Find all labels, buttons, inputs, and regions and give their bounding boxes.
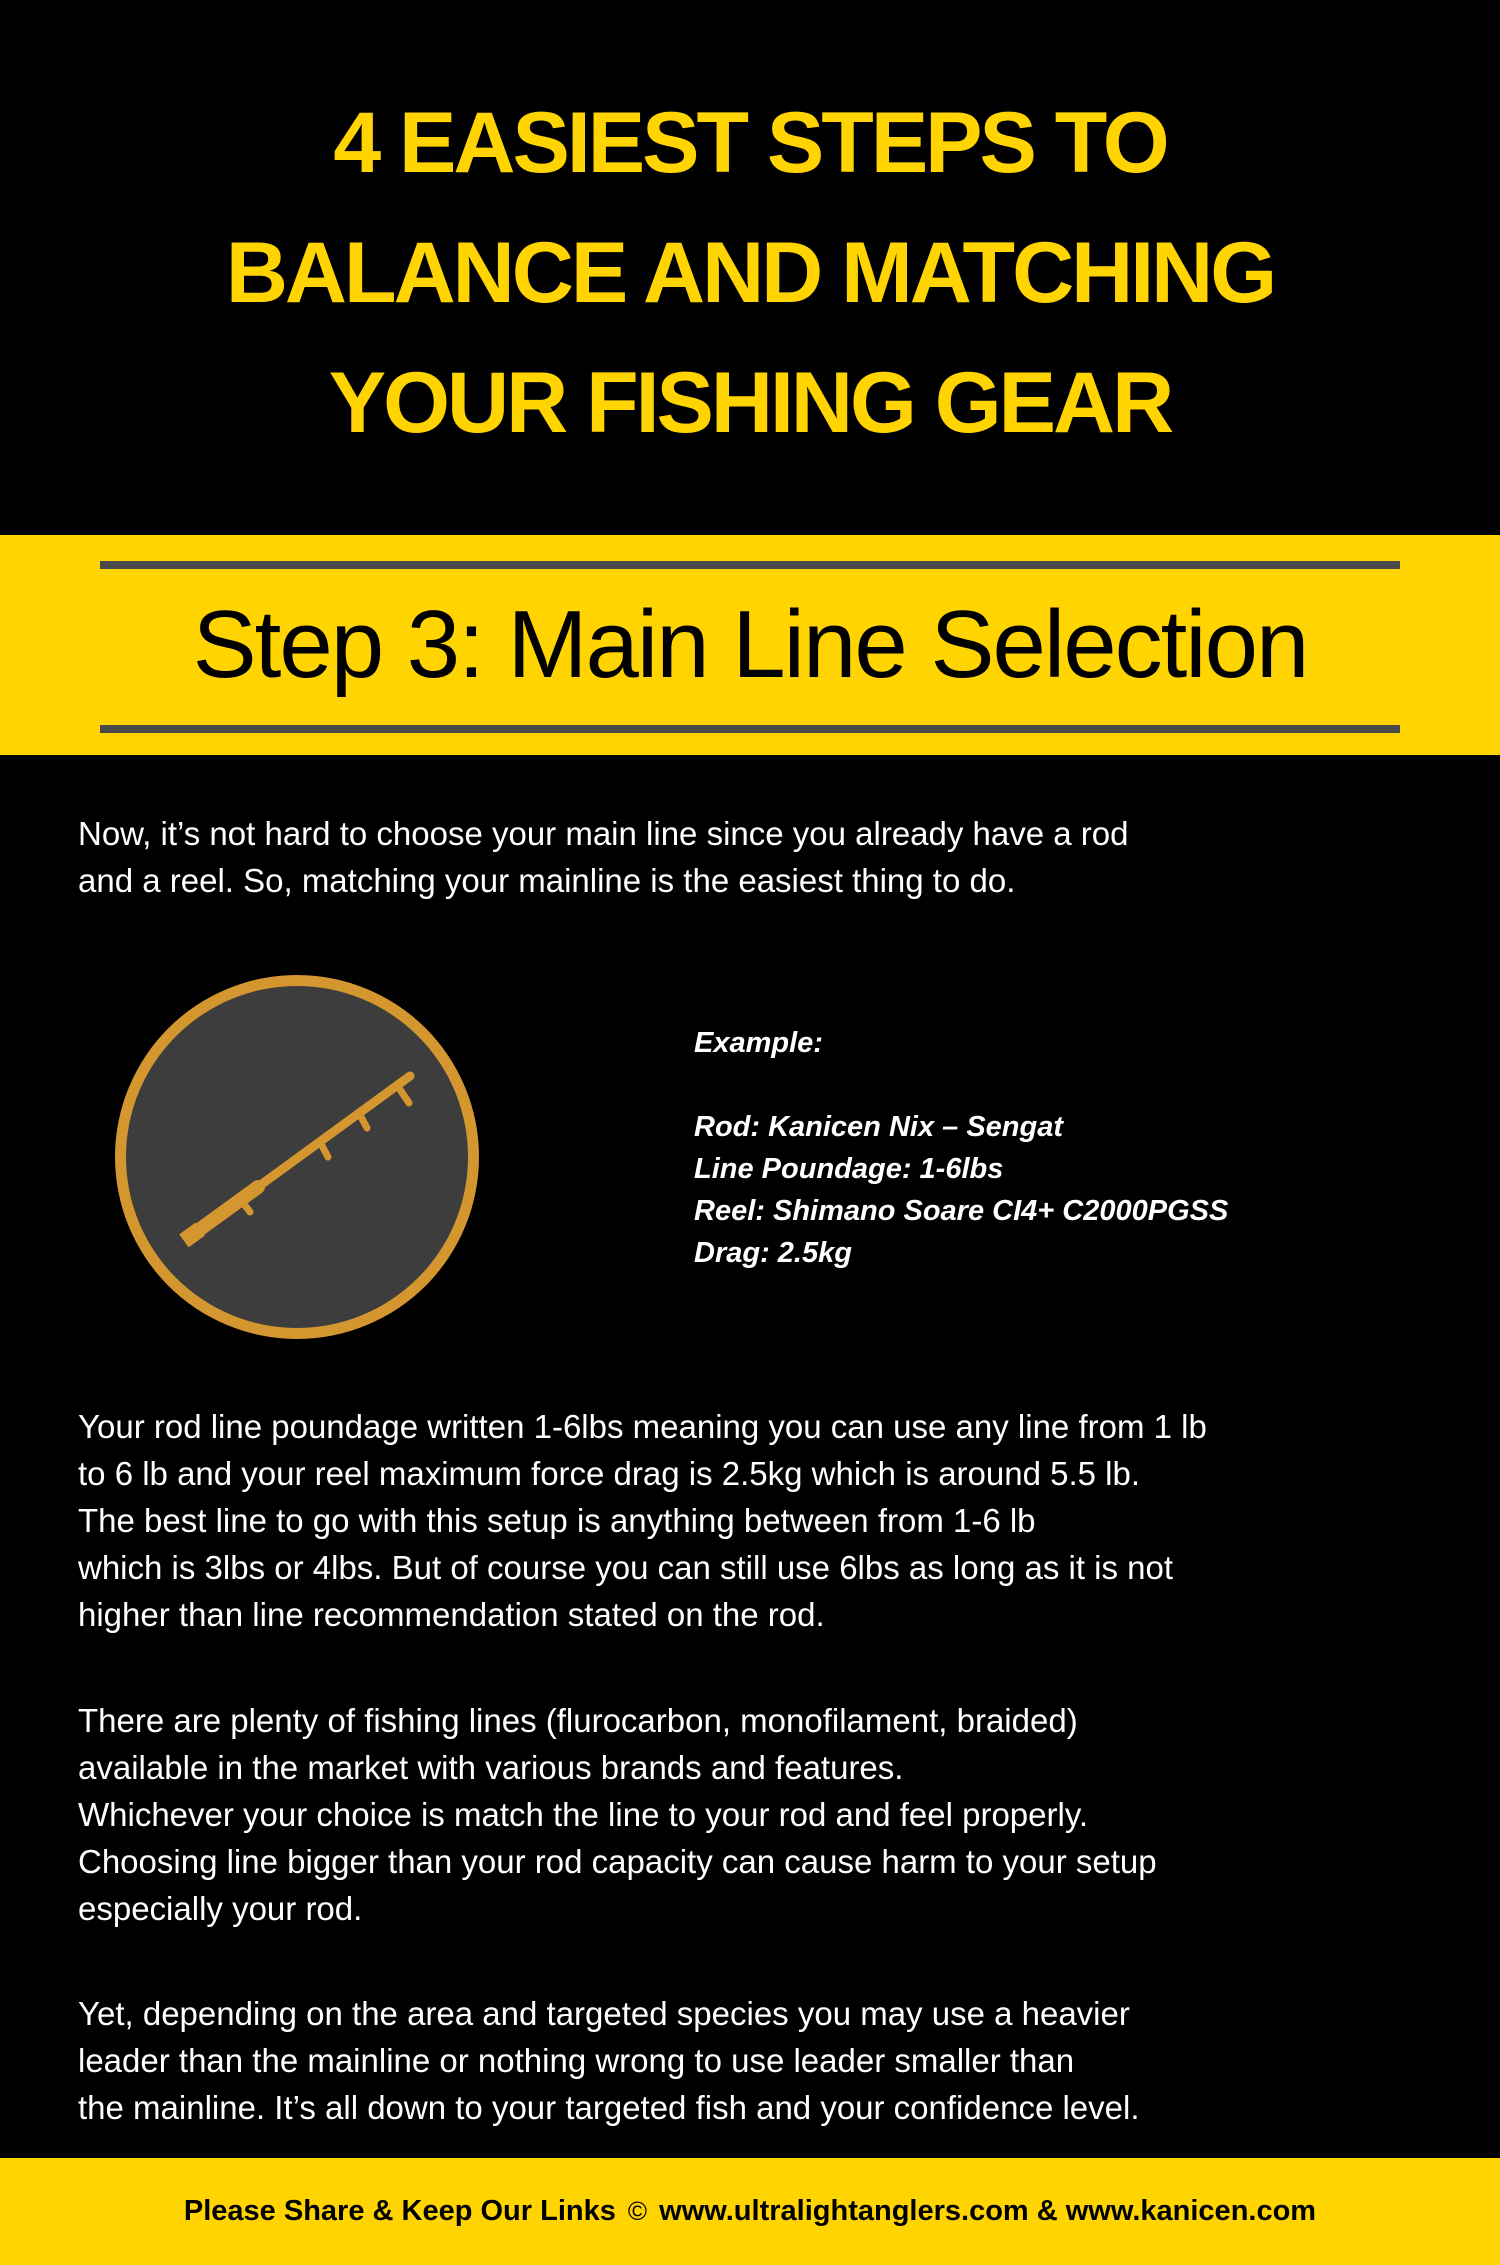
divider — [100, 561, 1400, 569]
example-line-poundage: Line Poundage: 1-6lbs — [694, 1153, 1004, 1185]
text-line: Yet, depending on the area and targeted species you may use a heavier — [78, 1995, 1130, 2032]
title-line: 4 EASIEST STEPS TO — [333, 95, 1167, 191]
copyright-icon: © — [627, 2196, 648, 2226]
fishing-rod-icon — [108, 968, 486, 1346]
text-line: which is 3lbs or 4lbs. But of course you can still use 6lbs as long as it is not — [78, 1549, 1174, 1586]
title-line: YOUR FISHING GEAR — [328, 355, 1172, 451]
example-reel: Reel: Shimano Soare CI4+ C2000PGSS — [694, 1195, 1229, 1227]
text-line: Choosing line bigger than your rod capacity can cause harm to your setup — [78, 1843, 1157, 1880]
text-line: Whichever your choice is match the line to your rod and feel properly. — [78, 1796, 1089, 1833]
footer-prefix: Please Share & Keep Our Links — [183, 2195, 616, 2227]
example-rod: Rod: Kanicen Nix – Sengat — [694, 1111, 1064, 1143]
step-heading: Step 3: Main Line Selection — [192, 591, 1308, 698]
text-line: and a reel. So, matching your mainline is the easiest thing to do. — [78, 862, 1016, 899]
text-line: especially your rod. — [78, 1890, 363, 1927]
text-line: the mainline. It’s all down to your targeted fish and your confidence level. — [78, 2089, 1140, 2126]
text-line: There are plenty of fishing lines (flurocarbon, monofilament, braided) — [78, 1702, 1078, 1739]
text-line: leader than the mainline or nothing wrong to use leader smaller than — [78, 2042, 1075, 2079]
step-banner — [0, 535, 1500, 755]
body-paragraph — [78, 1697, 1438, 1932]
page-title — [0, 78, 1500, 468]
title-line: BALANCE AND MATCHING — [225, 225, 1275, 321]
body-paragraph — [78, 1990, 1438, 2131]
footer-bar — [0, 2158, 1500, 2265]
divider — [100, 725, 1400, 733]
text-line: Your rod line poundage written 1-6lbs meaning you can use any line from 1 lb — [78, 1408, 1207, 1445]
intro-paragraph — [78, 810, 1438, 904]
body-paragraph — [78, 1403, 1438, 1638]
example-box — [694, 1022, 1394, 1274]
text-line: Now, it’s not hard to choose your main line since you already have a rod — [78, 815, 1129, 852]
text-line: available in the market with various brands and features. — [78, 1749, 904, 1786]
example-label: Example: — [694, 1027, 823, 1059]
spacer — [694, 1064, 1394, 1106]
text-line: to 6 lb and your reel maximum force drag is 2.5kg which is around 5.5 lb. — [78, 1455, 1141, 1492]
footer-links[interactable]: www.ultralightanglers.com & www.kanicen.com — [659, 2195, 1317, 2227]
text-line: higher than line recommendation stated on the rod. — [78, 1596, 825, 1633]
text-line: The best line to go with this setup is anything between from 1-6 lb — [78, 1502, 1036, 1539]
example-drag: Drag: 2.5kg — [694, 1237, 852, 1269]
